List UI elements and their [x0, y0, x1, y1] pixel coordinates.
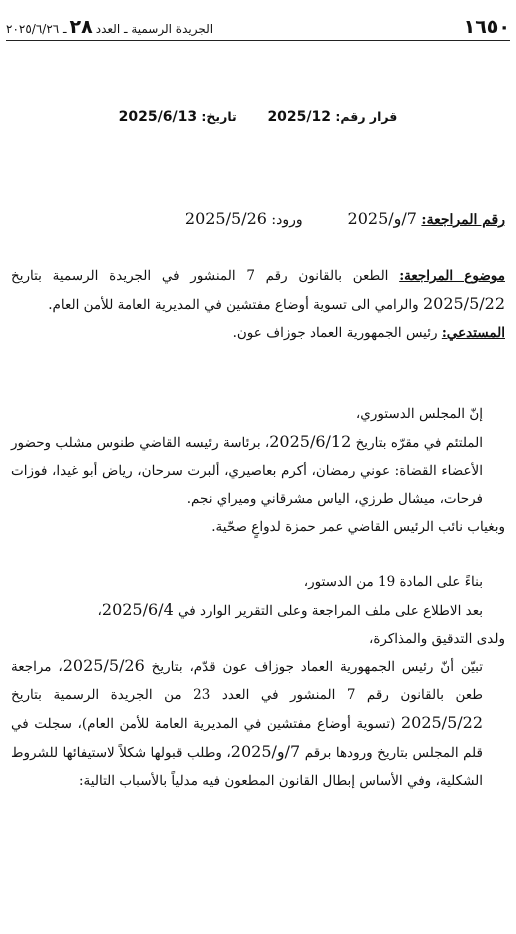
page-header [6, 12, 510, 38]
council-absence: وبغياب نائب الرئيس القاضي عمر حمزة لدواعٍ صحّية. [211, 519, 505, 535]
issue-number: ٢٨ [69, 16, 93, 38]
basis-constitution: بناءً على المادة 19 من الدستور، [303, 574, 483, 590]
reference-number: 7/و/2025 [347, 209, 417, 228]
gazette-title: الجريدة الرسمية ـ العدد [95, 22, 214, 36]
decision-date: 2025/6/13 [118, 109, 198, 125]
subject-text-b: والرامي الى تسوية أوضاع مفتشين في المديرية العامة للأمن العام. [48, 297, 419, 313]
subject-label: موضوع المراجعة: [399, 268, 505, 284]
decision-number: 2025/12 [267, 109, 331, 125]
petitioner-text: رئيس الجمهورية العماد جوزاف عون. [232, 325, 438, 341]
received-label: ورود: [271, 212, 303, 228]
council-opening: إنّ المجلس الدستوري، [355, 406, 483, 422]
basis-review-end: ، [97, 603, 102, 619]
petitioner-label: المستدعي: [441, 325, 505, 341]
session-text-b: ، برئاسة رئيسه القاضي طنوس مشلب وحضور الأعضاء القضاة: عوني رمضان، أكرم بعاصيري، ألبرت سرحان، رياض أبو غيدا، فوزات فرحات، ميشال طرزي، الياس مشرقاني وميراي نجم. [11, 435, 483, 507]
session-date: 2025/6/12 [269, 432, 352, 451]
basis-deliberation: ولدى التدقيق والمذاكرة، [368, 631, 505, 647]
council-block [11, 400, 505, 541]
subject-text-a: الطعن بالقانون رقم 7 المنشور في الجريدة الرسمية بتاريخ [11, 268, 389, 284]
subject-paragraph [11, 262, 505, 319]
petitioner-paragraph [11, 319, 505, 347]
basis-review [11, 596, 505, 625]
reference-line [11, 209, 505, 228]
reference-label: رقم المراجعة: [421, 212, 505, 228]
issue-date: ـ ٢٠٢٥/٦/٢٦ [6, 22, 67, 36]
page-number: ١٦٥٠ [463, 16, 510, 38]
findings-date-b: 2025/5/22 [400, 713, 483, 732]
decision-date-label: تاريخ: [201, 109, 237, 124]
received-date: 2025/5/26 [184, 209, 267, 228]
findings-paragraph [11, 652, 505, 795]
findings-block [11, 652, 505, 795]
findings-part-a: تبيّن أنّ رئيس الجمهورية العماد جوزاف عون قدّم، بتاريخ [151, 659, 483, 675]
findings-date-a: 2025/5/26 [62, 656, 145, 675]
findings-part-b: ، مراجعة طعن بالقانون رقم 7 المنشور في العدد 23 من الجريدة الرسمية بتاريخ [11, 659, 484, 703]
findings-ref: 7/و/2025 [230, 742, 301, 761]
session-text-a: الملتئم في مقرّه بتاريخ [355, 435, 483, 451]
findings-part-d: ، وطلب قبولها شكلاً لاستيفائها للشروط الشكلية، وفي الأساس إبطال القانون المطعون فيه مدلياً بالأسباب التالية: [11, 745, 483, 789]
running-head [6, 16, 213, 38]
basis-block [11, 568, 505, 653]
decision-number-label: قرار رقم: [335, 109, 398, 124]
report-date: 2025/6/4 [101, 600, 174, 619]
council-session [11, 428, 505, 513]
basis-review-text: بعد الاطلاع على ملف المراجعة وعلى التقرير الوارد في [178, 603, 483, 619]
header-rule [6, 40, 510, 41]
subject-block [11, 262, 505, 347]
decision-line [0, 109, 516, 125]
subject-date: 2025/5/22 [422, 294, 505, 313]
findings-part-c: (تسوية أوضاع مفتشين في المديرية العامة للأمن العام)، سجلت في قلم المجلس بتاريخ ورودها برقم [11, 716, 483, 761]
